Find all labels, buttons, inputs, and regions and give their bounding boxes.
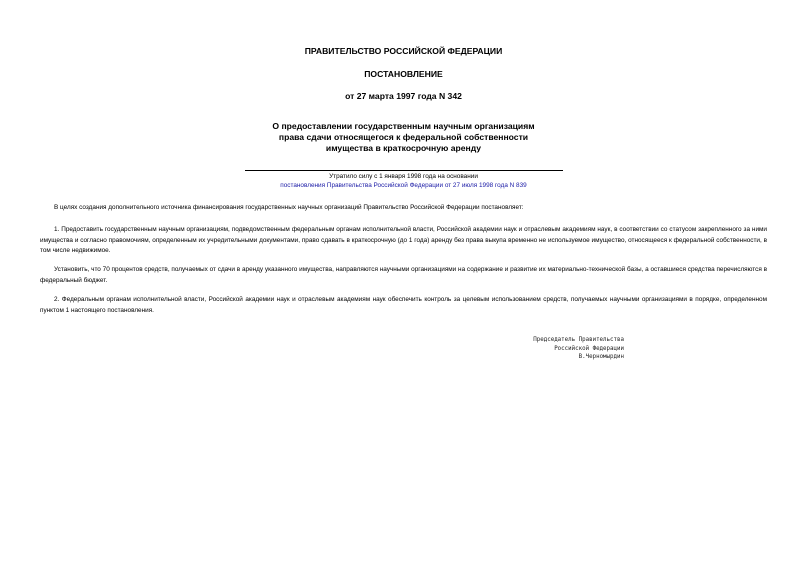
clause-2-text: 2. Федеральным органам исполнительной власти, Российской академии наук и отраслевым академиям наук обеспечить контроль за целевым использованием средств, получаемых научными организациями в порядке, определенном пунктом 1 настоящего постановления. (40, 296, 767, 314)
clause-1-paragraph (40, 225, 767, 257)
clause-1-text: 1. Предоставить государственным научным организациям, подведомственным федеральным органам исполнительной власти, Российской академии наук и отраслевым академиям наук, в соответствии со статусом закрепленного за ними имущества и согласно правомочиям, определенным их учредительными документами, право сдавать в краткосрочную (до 1 года) аренду без права выкупа временно не используемое имущество, относящееся к федеральной собственности, в том числе недвижимое. (40, 226, 767, 254)
signer-name: В.Черномырдин (578, 354, 624, 360)
document-title (0, 121, 807, 154)
clause-1-subparagraph (40, 265, 767, 286)
clause-2-paragraph (40, 295, 767, 316)
document-type: ПОСТАНОВЛЕНИЕ (364, 69, 443, 79)
signer-organization: Российской Федерации (554, 345, 624, 352)
preamble-text: В целях создания дополнительного источника финансирования государственных научных организаций Правительство Российской Федерации постановляет: (54, 204, 524, 211)
title-line: имущества в краткосрочную аренду (325, 143, 482, 153)
title-line: О предоставлении государственным научным организациям (272, 121, 535, 131)
repeal-reference-link[interactable]: постановления Правительства Российской Федерации от 27 июля 1998 года N 839 (280, 182, 527, 189)
title-line: права сдачи относящегося к федеральной собственности (278, 132, 529, 142)
separator-line (245, 170, 563, 171)
issuing-authority: ПРАВИТЕЛЬСТВО РОССИЙСКОЙ ФЕДЕРАЦИИ (304, 46, 503, 56)
document-date-number: от 27 марта 1997 года N 342 (345, 91, 462, 101)
repeal-note: Утратило силу с 1 января 1998 года на основании (329, 173, 478, 180)
signer-position: Председатель Правительства (533, 337, 624, 343)
signature-block (500, 336, 624, 362)
preamble-paragraph (40, 203, 767, 214)
clause-1-sub-text: Установить, что 70 процентов средств, получаемых от сдачи в аренду указанного имущества, направляются научными организациями на содержание и развитие их материально-технической базы, а оставшиеся средства перечисляются в федеральный бюджет. (40, 266, 767, 284)
